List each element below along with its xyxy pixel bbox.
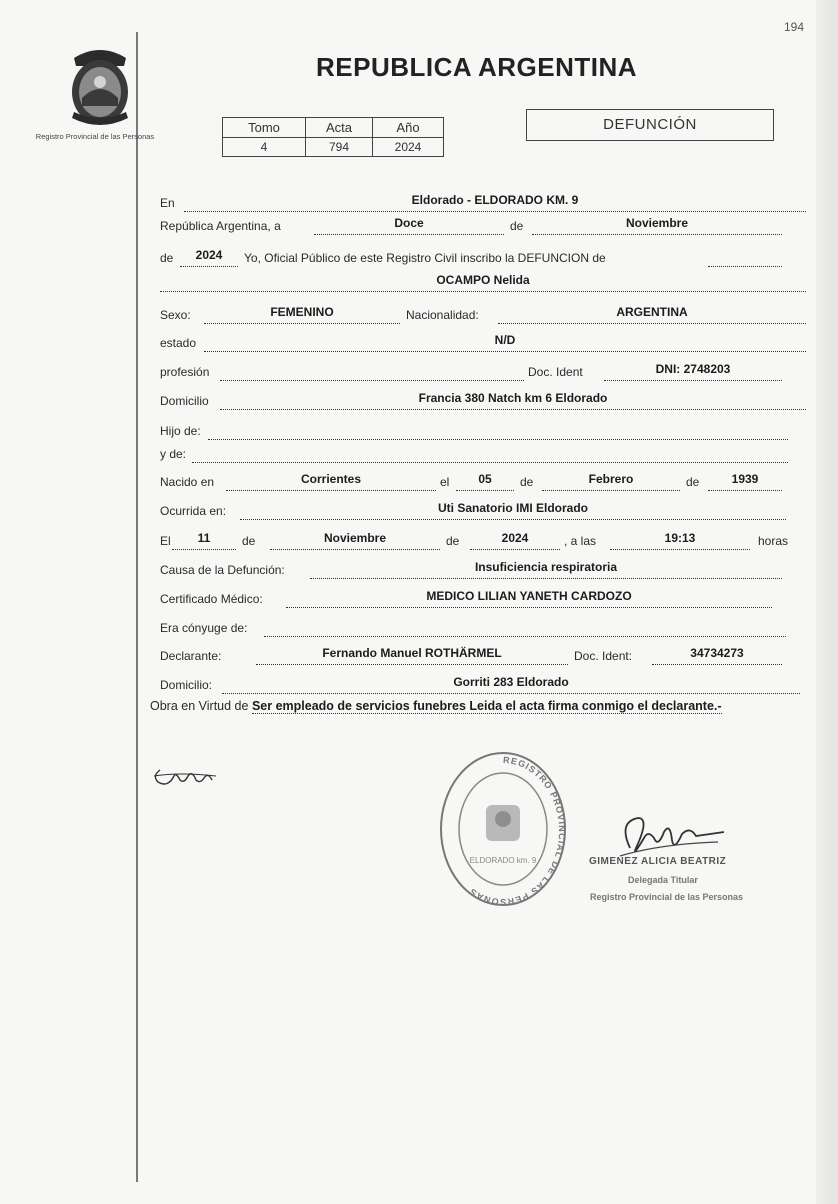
- page-number: 194: [783, 20, 804, 34]
- death-month-field: Noviembre: [270, 529, 440, 550]
- record-type-box: DEFUNCIÓN: [526, 109, 774, 141]
- row-deceased-name: [160, 270, 806, 292]
- mother-label: y de:: [160, 447, 187, 461]
- birth-de-label-2: de: [686, 475, 700, 489]
- page-edge: [816, 0, 838, 1204]
- obra-label: Obra en Virtud de: [150, 699, 249, 713]
- row-death-date: [160, 528, 806, 550]
- signer-registry: Registro Provincial de las Personas: [590, 892, 744, 902]
- year-field: 2024: [180, 246, 238, 267]
- hours-label: horas: [758, 534, 789, 548]
- birth-place-field: Corrientes: [226, 470, 436, 491]
- death-year-field: 2024: [470, 529, 560, 550]
- birth-de-label-1: de: [520, 475, 534, 489]
- nationality-field: ARGENTINA: [498, 303, 806, 324]
- row-cause: [160, 557, 806, 579]
- acta-table: [222, 117, 444, 157]
- birth-day-field: 05: [456, 470, 514, 491]
- death-de-label-2: de: [446, 534, 460, 548]
- certificate-label: Certificado Médico:: [160, 592, 263, 606]
- declarant-address-label: Domicilio:: [160, 678, 213, 692]
- birth-label: Nacido en: [160, 475, 215, 489]
- tomo-header: Tomo: [223, 118, 306, 138]
- cause-label: Causa de la Defunción:: [160, 563, 285, 577]
- row-officer: [160, 245, 806, 267]
- obra-paragraph: [150, 697, 802, 716]
- place-label: En: [160, 196, 175, 210]
- death-de-label-1: de: [242, 534, 256, 548]
- row-mother: [160, 441, 806, 463]
- declarant-initials-signature: [150, 762, 220, 790]
- profession-field: [220, 360, 524, 381]
- place-field: Eldorado - ELDORADO KM. 9: [184, 191, 806, 212]
- spouse-field: [264, 616, 786, 637]
- ano-value: 2024: [373, 138, 444, 157]
- row-sex-nationality: [160, 302, 806, 324]
- sex-field: FEMENINO: [204, 303, 400, 324]
- row-certificate: [160, 586, 806, 608]
- spouse-label: Era cónyuge de:: [160, 621, 248, 635]
- provincial-coat-of-arms-logo: [60, 40, 140, 128]
- row-father: [160, 418, 806, 440]
- declarant-field: Fernando Manuel ROTHÄRMEL: [256, 644, 568, 665]
- cause-field: Insuficiencia respiratoria: [310, 558, 782, 579]
- deceased-name-field: OCAMPO Nelida: [160, 271, 806, 292]
- civil-status-label: estado: [160, 336, 197, 350]
- margin-rule: [136, 32, 138, 1182]
- row-birth: [160, 469, 806, 491]
- birth-el-label: el: [440, 475, 450, 489]
- birth-month-field: Febrero: [542, 470, 680, 491]
- official-seal: [436, 745, 570, 911]
- doc-label: Doc. Ident: [528, 365, 583, 379]
- officer-text: Yo, Oficial Público de este Registro Civil inscribo la DEFUNCION de: [244, 251, 606, 265]
- mother-field: [192, 442, 788, 463]
- address-field: Francia 380 Natch km 6 Eldorado: [220, 389, 806, 410]
- row-address: [160, 388, 806, 410]
- de-label-1: de: [510, 219, 524, 233]
- republic-label: República Argentina, a: [160, 219, 281, 233]
- seal-ring-text: REGISTRO PROVINCIAL DE LAS PERSONAS: [467, 754, 568, 908]
- row-occurred: [160, 498, 806, 520]
- row-declarant: [160, 643, 806, 665]
- row-spouse: [160, 615, 806, 637]
- officer-blank-field: [708, 246, 782, 267]
- sex-label: Sexo:: [160, 308, 191, 322]
- occurred-field: Uti Sanatorio IMI Eldorado: [240, 499, 786, 520]
- de-label-2: de: [160, 251, 174, 265]
- row-profession: [160, 359, 806, 381]
- birth-year-field: 1939: [708, 470, 782, 491]
- address-label: Domicilio: [160, 394, 209, 408]
- obra-text: Ser empleado de servicios funebres Leida el acta firma conmigo el declarante.-: [251, 699, 722, 713]
- declarant-doc-label: Doc. Ident:: [574, 649, 633, 663]
- doc-field: DNI: 2748203: [604, 360, 782, 381]
- father-field: [208, 419, 788, 440]
- death-day-field: 11: [172, 529, 236, 550]
- acta-value: 794: [306, 138, 373, 157]
- declarant-address-field: Gorriti 283 Eldorado: [222, 673, 800, 694]
- civil-status-field: N/D: [204, 331, 806, 352]
- row-date: [160, 213, 806, 235]
- row-declarant-address: [160, 672, 806, 694]
- seal-inner-text: ELDORADO km. 9: [469, 856, 537, 865]
- certificate-field: MEDICO LILIAN YANETH CARDOZO: [286, 587, 772, 608]
- registry-name: Registro Provincial de las Personas: [35, 132, 155, 141]
- profession-label: profesión: [160, 365, 210, 379]
- occurred-label: Ocurrida en:: [160, 504, 227, 518]
- month-field: Noviembre: [532, 214, 782, 235]
- declarant-label: Declarante:: [160, 649, 222, 663]
- declarant-doc-field: 34734273: [652, 644, 782, 665]
- signer-role: Delegada Titular: [628, 875, 698, 885]
- day-field: Doce: [314, 214, 504, 235]
- death-time-label: , a las: [564, 534, 597, 548]
- tomo-value: 4: [223, 138, 306, 157]
- row-place: [160, 190, 806, 212]
- row-civil-status: [160, 330, 806, 352]
- death-el-label: El: [160, 534, 171, 548]
- death-time-field: 19:13: [610, 529, 750, 550]
- nationality-label: Nacionalidad:: [406, 308, 479, 322]
- country-title: REPUBLICA ARGENTINA: [316, 52, 638, 82]
- signer-name: GIMENEZ ALICIA BEATRIZ: [589, 856, 727, 867]
- ano-header: Año: [373, 118, 444, 138]
- father-label: Hijo de:: [160, 424, 201, 438]
- acta-header: Acta: [306, 118, 373, 138]
